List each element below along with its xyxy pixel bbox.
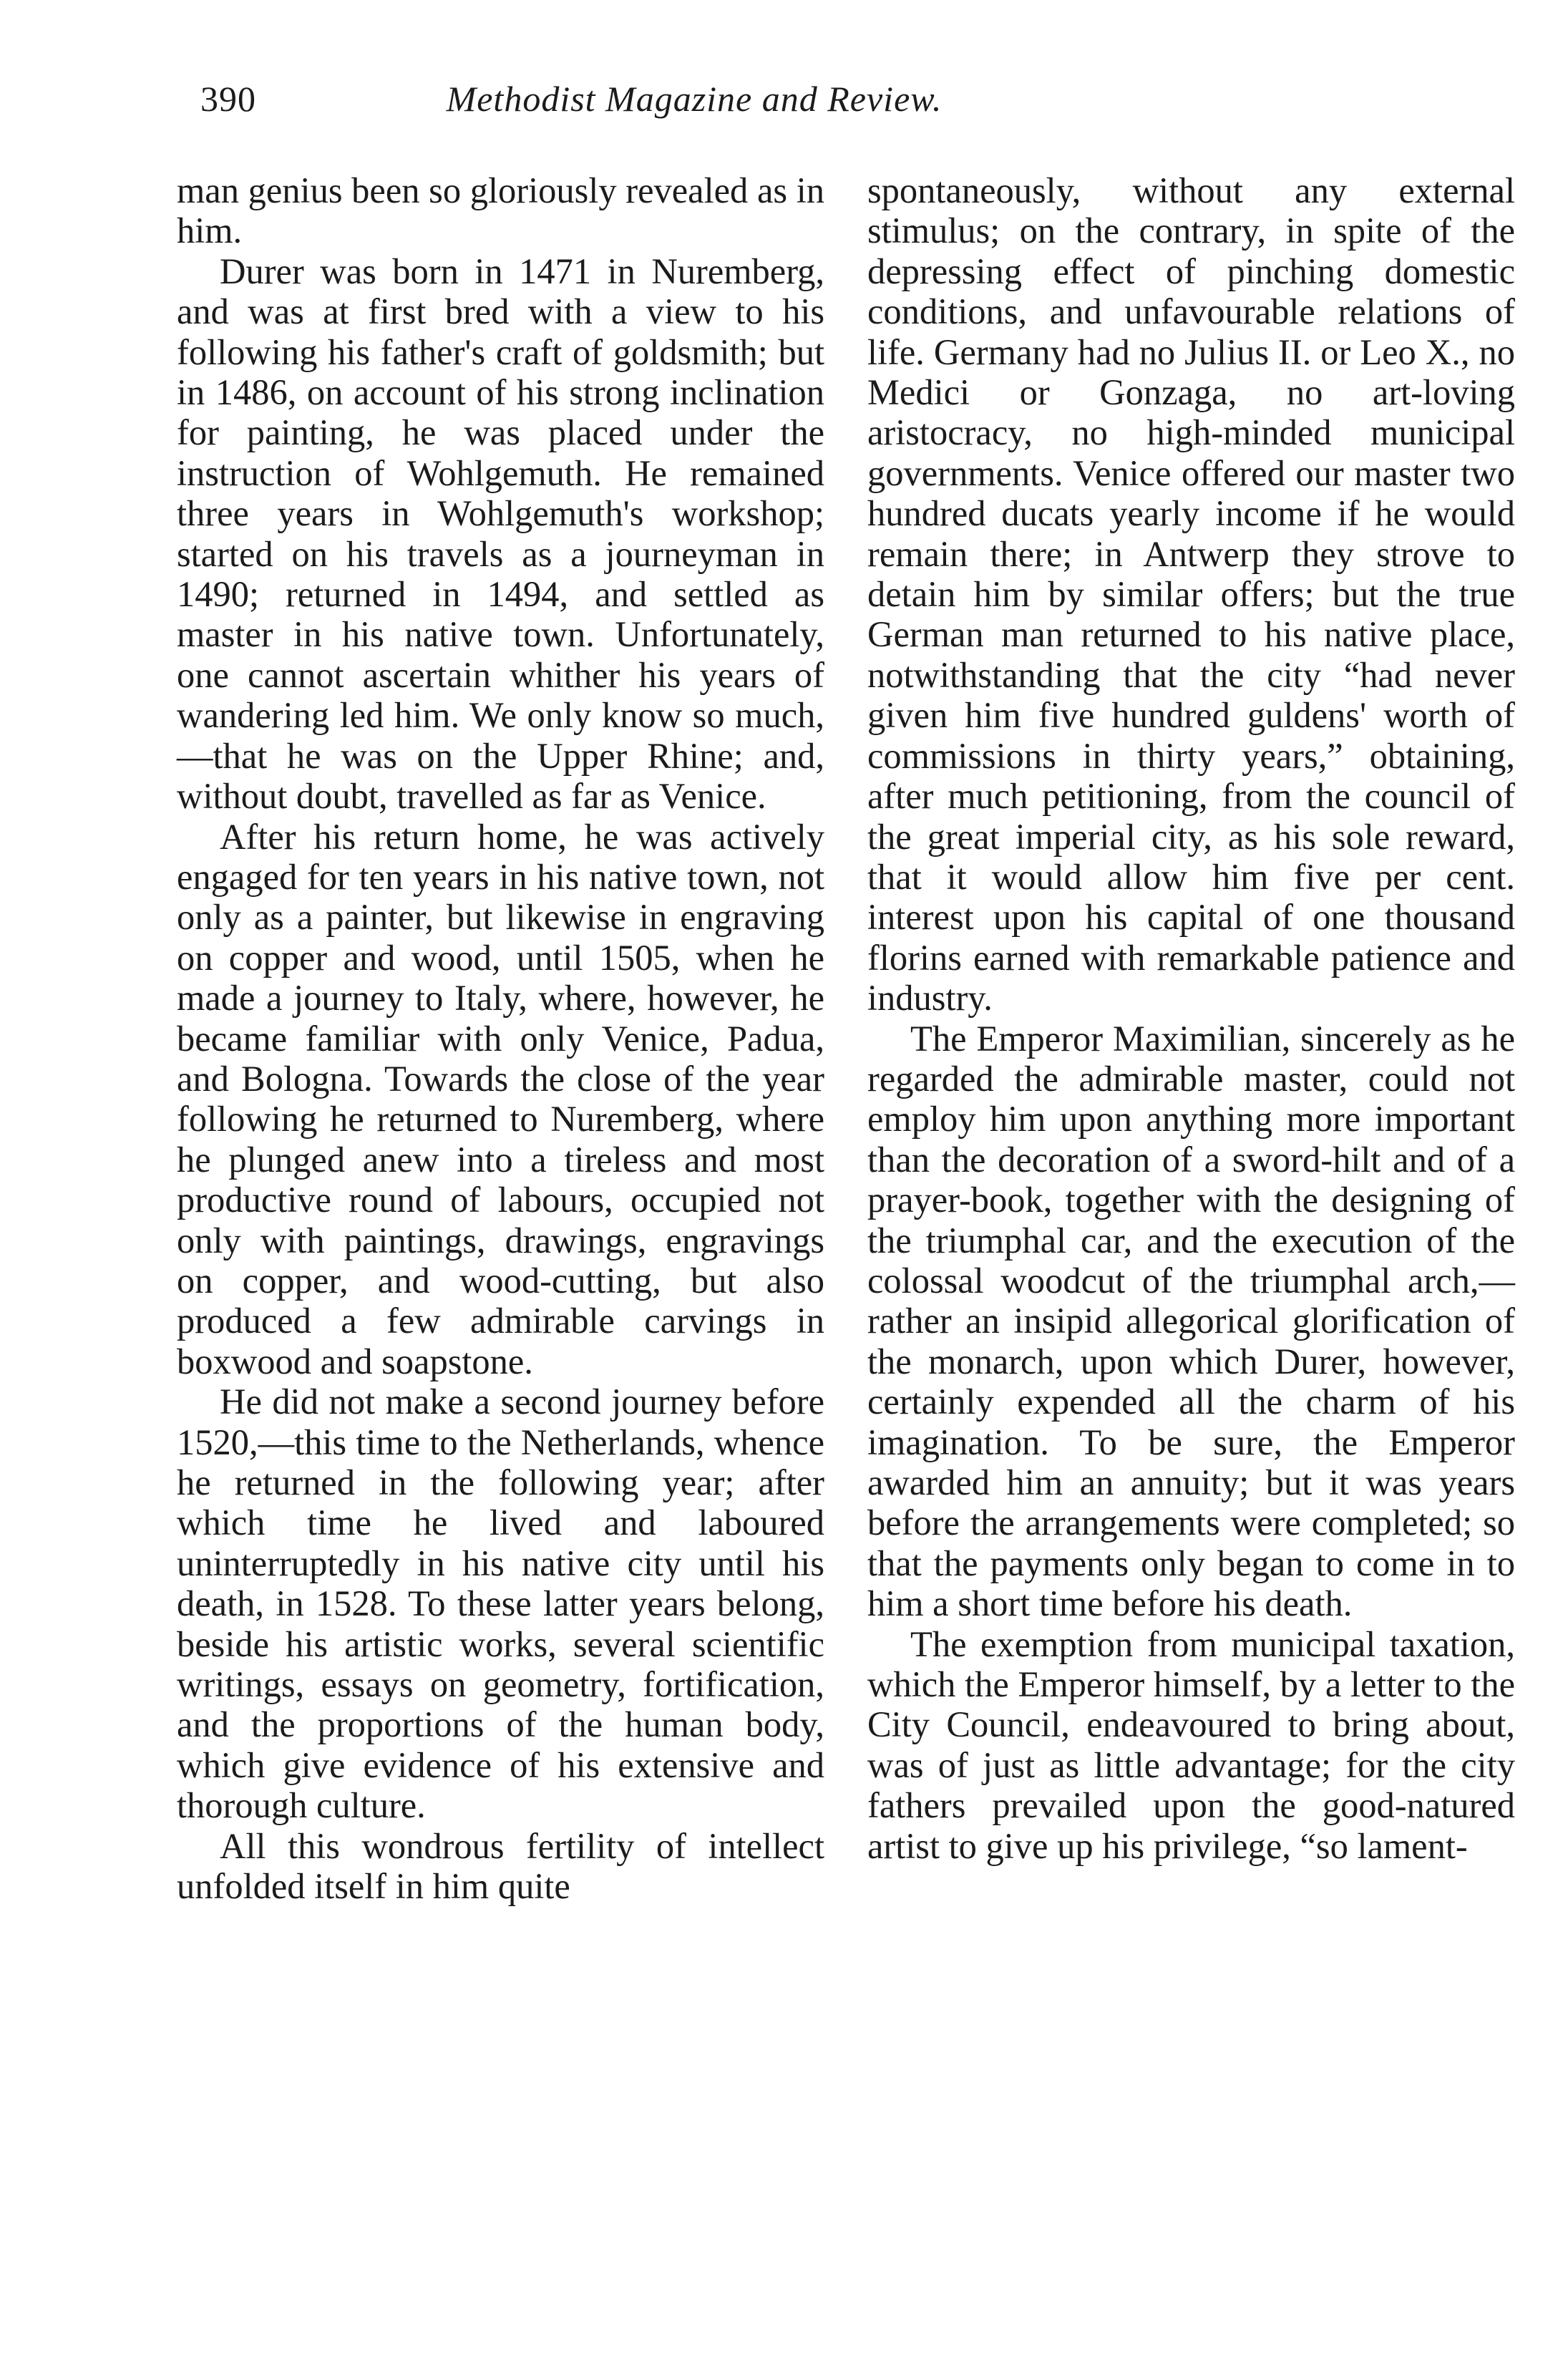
paragraph: The Emperor Maximilian, sincerely as he regarded the admirable master, could not employ him upon anything more important than the decoration of a sword-hilt and of a prayer-book, together with the designing of the triumphal car, and the execution of the colossal woodcut of the triumphal arch,—rather an insipid allegorical glorification of the monarch, upon which Durer, however, certainly expended all the charm of his imagination. To be sure, the Emperor awarded him an annuity; but it was years before the arrangements were completed; so that the payments only began to come in to him a short time before his death. — [867, 1018, 1515, 1624]
left-column — [177, 170, 824, 1906]
paragraph: spontaneously, without any external stimulus; on the contrary, in spite of the depressing effect of pinching domestic conditions, and unfavourable relations of life. Germany had no Julius II. or Leo X., no Medici or Gonzaga, no art-loving aristocracy, no high-minded municipal governments. Venice offered our master two hundred ducats yearly income if he would remain there; in Antwerp they strove to detain him by similar offers; but the true German man returned to his native place, notwithstanding that the city “had never given him five hundred guldens' worth of commissions in thirty years,” obtaining, after much petitioning, from the council of the great imperial city, as his sole reward, that it would allow him five per cent. interest upon his capital of one thousand florins earned with remarkable patience and industry. — [867, 170, 1515, 1019]
paragraph: He did not make a second journey before 1520,—this time to the Netherlands, whence he returned in the following year; after which time he lived and laboured uninterruptedly in his native city until his death, in 1528. To these latter years belong, beside his artistic works, several scientific writings, essays on geometry, fortification, and the proportions of the human body, which give evidence of his extensive and thorough culture. — [177, 1381, 824, 1826]
paragraph: Durer was born in 1471 in Nuremberg, and was at first bred with a view to his following his father's craft of goldsmith; but in 1486, on account of his strong inclination for painting, he was placed under the instruction of Wohlgemuth. He remained three years in Wohlgemuth's workshop; started on his travels as a journeyman in 1490; returned in 1494, and settled as master in his native town. Unfortunately, one cannot ascertain whither his years of wandering led him. We only know so much,—that he was on the Upper Rhine; and, without doubt, travelled as far as Venice. — [177, 251, 824, 817]
running-title: Methodist Magazine and Review. — [446, 79, 943, 119]
running-header — [200, 77, 1188, 135]
page-number: 390 — [200, 79, 256, 119]
right-column — [867, 170, 1515, 1866]
paragraph: The exemption from municipal taxation, which the Emperor himself, by a letter to the City Council, endeavoured to bring about, was of just as little advantage; for the city fathers prevailed upon the good-natured artist to give up his privilege, “so lament- — [867, 1623, 1515, 1866]
paragraph: After his return home, he was actively engaged for ten years in his native town, not only as a painter, but likewise in engraving on copper and wood, until 1505, when he made a journey to Italy, where, however, he became familiar with only Venice, Padua, and Bologna. Towards the close of the year following he returned to Nuremberg, where he plunged anew into a tireless and most productive round of labours, occupied not only with paintings, drawings, engravings on copper, and wood-cutting, but also produced a few admirable carvings in boxwood and soapstone. — [177, 816, 824, 1381]
paragraph: man genius been so gloriously revealed as in him. — [177, 170, 824, 251]
paragraph: All this wondrous fertility of intellect unfolded itself in him quite — [177, 1825, 824, 1907]
